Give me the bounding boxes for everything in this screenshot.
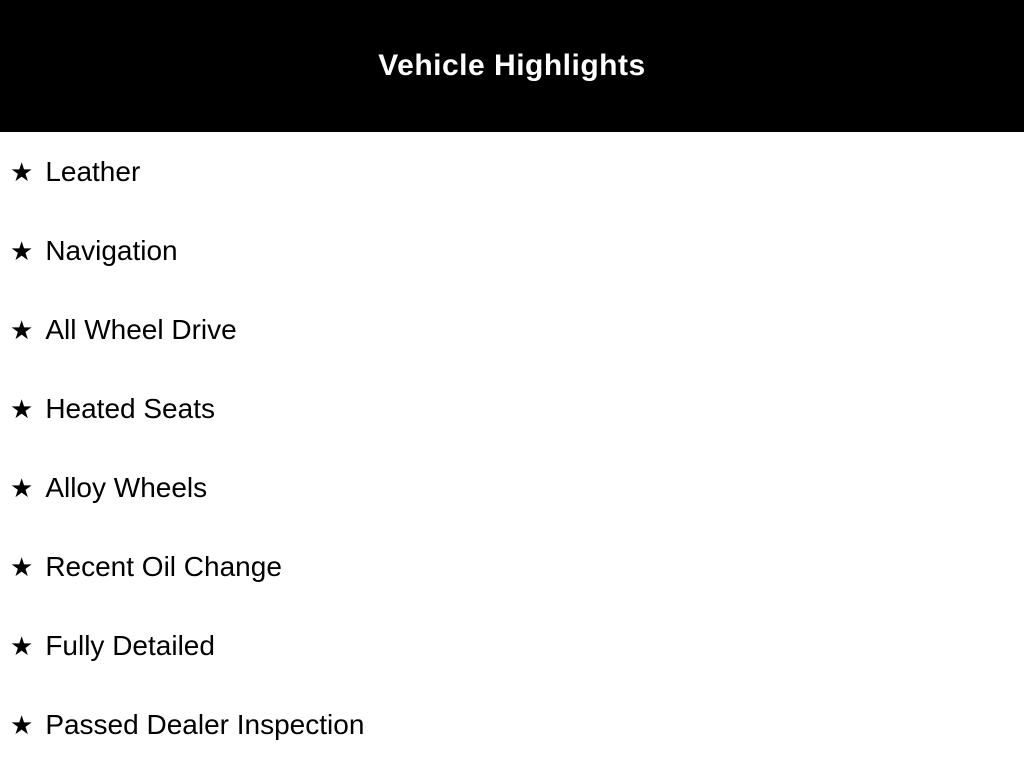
list-item: [0, 211, 1024, 290]
item-label: Fully Detailed: [45, 629, 215, 661]
header-bar: [0, 0, 1024, 132]
list-item: [0, 132, 1024, 211]
item-label: Heated Seats: [45, 392, 215, 424]
item-label: Leather: [45, 155, 141, 187]
list-item: [0, 685, 1024, 764]
star-icon: ★: [10, 630, 34, 661]
item-label: Alloy Wheels: [45, 471, 208, 503]
star-icon: ★: [10, 393, 34, 424]
list-item: [0, 290, 1024, 369]
item-label: Recent Oil Change: [45, 550, 282, 582]
star-icon: ★: [10, 709, 34, 740]
list-item: [0, 527, 1024, 606]
star-icon: ★: [10, 551, 34, 582]
list-item: [0, 448, 1024, 527]
star-icon: ★: [10, 235, 34, 266]
item-label: Passed Dealer Inspection: [45, 708, 365, 740]
star-icon: ★: [10, 472, 34, 503]
list-item: [0, 369, 1024, 448]
item-label: Navigation: [45, 234, 178, 266]
highlights-list: [0, 132, 1024, 764]
star-icon: ★: [10, 314, 34, 345]
item-label: All Wheel Drive: [45, 313, 237, 345]
star-icon: ★: [10, 156, 34, 187]
list-item: [0, 606, 1024, 685]
page-title: Vehicle Highlights: [378, 49, 646, 82]
